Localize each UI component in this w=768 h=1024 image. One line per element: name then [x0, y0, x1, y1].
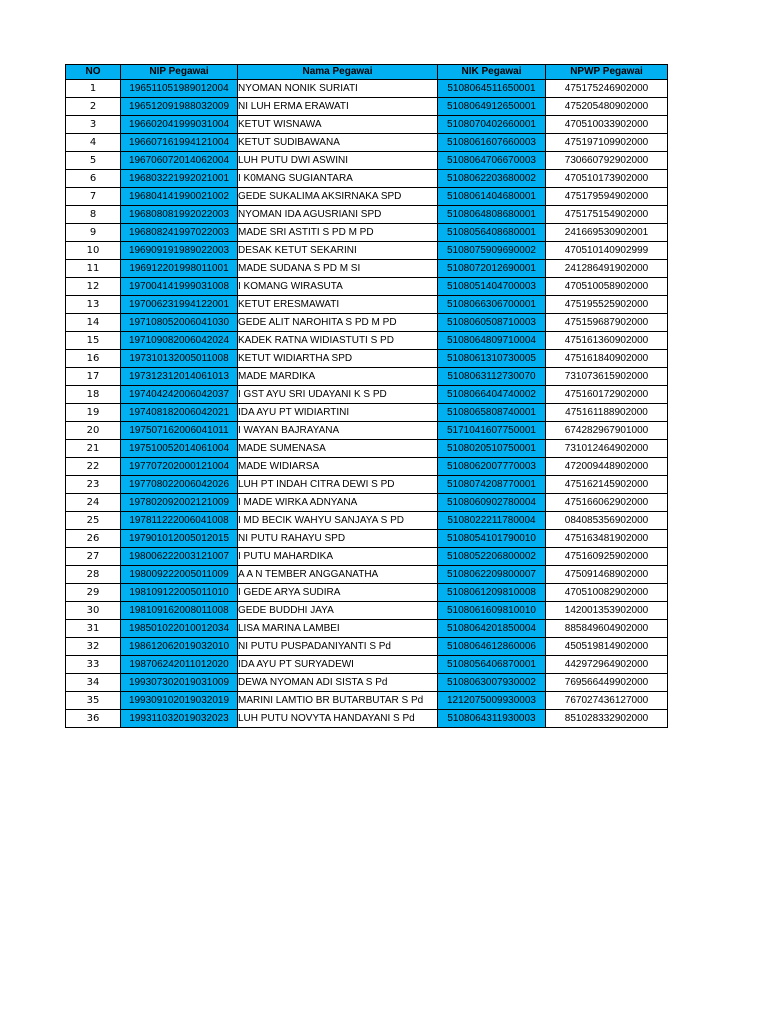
cell-nik: 5108064612860006: [438, 638, 546, 656]
cell-nik: 5108061404680001: [438, 188, 546, 206]
table-row: [66, 170, 668, 188]
cell-npwp: 769566449902000: [546, 674, 668, 692]
cell-no: 34: [66, 674, 121, 692]
cell-nip: 199311032019032023: [121, 710, 238, 728]
table-row: [66, 260, 668, 278]
cell-nip: 199309102019032019: [121, 692, 238, 710]
cell-nip: 196804141990021002: [121, 188, 238, 206]
cell-nama: DEWA NYOMAN ADI SISTA S Pd: [238, 674, 438, 692]
cell-no: 28: [66, 566, 121, 584]
cell-nip: 196512091988032009: [121, 98, 238, 116]
cell-nama: LUH PT INDAH CITRA DEWI S PD: [238, 476, 438, 494]
cell-no: 32: [66, 638, 121, 656]
cell-nip: 197901012005012015: [121, 530, 238, 548]
cell-no: 30: [66, 602, 121, 620]
cell-nama: I K0MANG SUGIANTARA: [238, 170, 438, 188]
table-body: [66, 80, 668, 728]
cell-nik: 5108064808680001: [438, 206, 546, 224]
cell-nik: 5108072012690001: [438, 260, 546, 278]
cell-nama: I WAYAN BAJRAYANA: [238, 422, 438, 440]
cell-nik: 5108056406870001: [438, 656, 546, 674]
cell-no: 21: [66, 440, 121, 458]
header-npwp: NPWP Pegawai: [546, 65, 668, 80]
cell-nip: 198109162008011008: [121, 602, 238, 620]
cell-no: 17: [66, 368, 121, 386]
cell-nik: 5108052206800002: [438, 548, 546, 566]
table-row: [66, 494, 668, 512]
cell-nik: 5108070402660001: [438, 116, 546, 134]
cell-nama: KETUT SUDIBAWANA: [238, 134, 438, 152]
employee-table: [65, 64, 668, 728]
cell-nik: 5108062007770003: [438, 458, 546, 476]
cell-no: 14: [66, 314, 121, 332]
cell-npwp: 475159687902000: [546, 314, 668, 332]
cell-nama: MADE WIDIARSA: [238, 458, 438, 476]
cell-no: 1: [66, 80, 121, 98]
cell-nip: 197310132005011008: [121, 350, 238, 368]
header-nik: NIK Pegawai: [438, 65, 546, 80]
cell-nip: 196808081992022003: [121, 206, 238, 224]
cell-nip: 198006222003121007: [121, 548, 238, 566]
cell-nik: 5108061607660003: [438, 134, 546, 152]
cell-no: 11: [66, 260, 121, 278]
cell-nip: 197404242006042037: [121, 386, 238, 404]
cell-nama: I MD BECIK WAHYU SANJAYA S PD: [238, 512, 438, 530]
header-nip: NIP Pegawai: [121, 65, 238, 80]
cell-nip: 198706242011012020: [121, 656, 238, 674]
table-row: [66, 584, 668, 602]
cell-nip: 196912201998011001: [121, 260, 238, 278]
cell-nip: 197408182006042021: [121, 404, 238, 422]
cell-no: 26: [66, 530, 121, 548]
cell-nama: KETUT ERESMAWATI: [238, 296, 438, 314]
table-header-row: [66, 65, 668, 80]
header-nama: Nama Pegawai: [238, 65, 438, 80]
cell-nip: 197109082006042024: [121, 332, 238, 350]
cell-npwp: 475166062902000: [546, 494, 668, 512]
cell-nama: KETUT WIDIARTHA SPD: [238, 350, 438, 368]
cell-nama: KETUT WISNAWA: [238, 116, 438, 134]
cell-nip: 196808241997022003: [121, 224, 238, 242]
cell-nama: IDA AYU PT WIDIARTINI: [238, 404, 438, 422]
table-row: [66, 116, 668, 134]
cell-nama: GEDE ALIT NAROHITA S PD M PD: [238, 314, 438, 332]
cell-npwp: 475205480902000: [546, 98, 668, 116]
cell-nik: 5108064809710004: [438, 332, 546, 350]
cell-nama: MADE SUDANA S PD M SI: [238, 260, 438, 278]
cell-no: 22: [66, 458, 121, 476]
cell-nik: 5108063112730070: [438, 368, 546, 386]
table-row: [66, 206, 668, 224]
cell-no: 23: [66, 476, 121, 494]
cell-nip: 196607161994121004: [121, 134, 238, 152]
cell-npwp: 470510140902999: [546, 242, 668, 260]
cell-nik: 5108063007930002: [438, 674, 546, 692]
cell-nip: 197507162006041011: [121, 422, 238, 440]
cell-nip: 196706072014062004: [121, 152, 238, 170]
cell-npwp: 475163481902000: [546, 530, 668, 548]
table-row: [66, 404, 668, 422]
cell-nik: 5108062203680002: [438, 170, 546, 188]
cell-nik: 5108060902780004: [438, 494, 546, 512]
cell-nik: 5108020510750001: [438, 440, 546, 458]
cell-nama: MARINI LAMTIO BR BUTARBUTAR S Pd: [238, 692, 438, 710]
cell-nip: 196511051989012004: [121, 80, 238, 98]
table-row: [66, 278, 668, 296]
cell-no: 31: [66, 620, 121, 638]
cell-nama: LUH PUTU DWI ASWINI: [238, 152, 438, 170]
cell-nip: 197004141999031008: [121, 278, 238, 296]
cell-npwp: 450519814902000: [546, 638, 668, 656]
cell-npwp: 475195525902000: [546, 296, 668, 314]
cell-npwp: 475091468902000: [546, 566, 668, 584]
table-row: [66, 458, 668, 476]
cell-npwp: 475160925902000: [546, 548, 668, 566]
table-row: [66, 368, 668, 386]
cell-nik: 5108066404740002: [438, 386, 546, 404]
cell-nama: A A N TEMBER ANGGANATHA: [238, 566, 438, 584]
cell-no: 10: [66, 242, 121, 260]
table-row: [66, 548, 668, 566]
cell-no: 18: [66, 386, 121, 404]
table-row: [66, 332, 668, 350]
cell-nik: 5108051404700003: [438, 278, 546, 296]
cell-npwp: 241286491902000: [546, 260, 668, 278]
cell-npwp: 475162145902000: [546, 476, 668, 494]
table-row: [66, 296, 668, 314]
table-row: [66, 134, 668, 152]
table-row: [66, 80, 668, 98]
cell-nama: NYOMAN IDA AGUSRIANI SPD: [238, 206, 438, 224]
table-row: [66, 242, 668, 260]
table-row: [66, 350, 668, 368]
cell-npwp: 442972964902000: [546, 656, 668, 674]
cell-nama: MADE MARDIKA: [238, 368, 438, 386]
cell-nama: LISA MARINA LAMBEI: [238, 620, 438, 638]
table-row: [66, 710, 668, 728]
cell-no: 3: [66, 116, 121, 134]
cell-no: 24: [66, 494, 121, 512]
cell-no: 19: [66, 404, 121, 422]
table-row: [66, 224, 668, 242]
cell-nama: GEDE BUDDHI JAYA: [238, 602, 438, 620]
cell-no: 9: [66, 224, 121, 242]
table-row: [66, 440, 668, 458]
cell-npwp: 470510033902000: [546, 116, 668, 134]
cell-npwp: 475175154902000: [546, 206, 668, 224]
cell-nik: 5108062209800007: [438, 566, 546, 584]
cell-no: 16: [66, 350, 121, 368]
cell-nama: GEDE SUKALIMA AKSIRNAKA SPD: [238, 188, 438, 206]
cell-npwp: 475161188902000: [546, 404, 668, 422]
cell-no: 15: [66, 332, 121, 350]
cell-nik: 5171041607750001: [438, 422, 546, 440]
table-row: [66, 692, 668, 710]
cell-npwp: 475175246902000: [546, 80, 668, 98]
cell-nip: 197708022006042026: [121, 476, 238, 494]
cell-nama: MADE SRI ASTITI S PD M PD: [238, 224, 438, 242]
cell-npwp: 475161840902000: [546, 350, 668, 368]
cell-no: 2: [66, 98, 121, 116]
table-row: [66, 188, 668, 206]
cell-nip: 198612062019032010: [121, 638, 238, 656]
cell-nama: MADE SUMENASA: [238, 440, 438, 458]
cell-npwp: 142001353902000: [546, 602, 668, 620]
cell-nama: DESAK KETUT SEKARINI: [238, 242, 438, 260]
cell-npwp: 475160172902000: [546, 386, 668, 404]
cell-nik: 5108064311930003: [438, 710, 546, 728]
cell-nik: 5108064706670003: [438, 152, 546, 170]
cell-nip: 196602041999031004: [121, 116, 238, 134]
cell-nama: NYOMAN NONIK SURIATI: [238, 80, 438, 98]
cell-nik: 5108060508710003: [438, 314, 546, 332]
cell-npwp: 084085356902000: [546, 512, 668, 530]
cell-nik: 5108061310730005: [438, 350, 546, 368]
cell-nama: I PUTU MAHARDIKA: [238, 548, 438, 566]
cell-nip: 197108052006041030: [121, 314, 238, 332]
cell-nip: 198009222005011009: [121, 566, 238, 584]
table-row: [66, 512, 668, 530]
cell-nama: I GST AYU SRI UDAYANI K S PD: [238, 386, 438, 404]
table-row: [66, 530, 668, 548]
cell-nik: 5108056408680001: [438, 224, 546, 242]
cell-npwp: 731012464902000: [546, 440, 668, 458]
cell-npwp: 767027436127000: [546, 692, 668, 710]
cell-no: 33: [66, 656, 121, 674]
cell-npwp: 851028332902000: [546, 710, 668, 728]
cell-nik: 5108075909690002: [438, 242, 546, 260]
cell-no: 4: [66, 134, 121, 152]
cell-no: 25: [66, 512, 121, 530]
cell-nip: 197811222006041008: [121, 512, 238, 530]
cell-nama: IDA AYU PT SURYADEWI: [238, 656, 438, 674]
cell-nama: NI LUH ERMA ERAWATI: [238, 98, 438, 116]
cell-npwp: 470510173902000: [546, 170, 668, 188]
cell-nip: 196909191989022003: [121, 242, 238, 260]
cell-no: 12: [66, 278, 121, 296]
cell-nik: 5108064201850004: [438, 620, 546, 638]
cell-no: 20: [66, 422, 121, 440]
table-row: [66, 422, 668, 440]
cell-no: 36: [66, 710, 121, 728]
table-row: [66, 638, 668, 656]
cell-nik: 5108064511650001: [438, 80, 546, 98]
cell-nip: 196803221992021001: [121, 170, 238, 188]
cell-no: 27: [66, 548, 121, 566]
cell-nik: 5108065808740001: [438, 404, 546, 422]
cell-npwp: 674282967901000: [546, 422, 668, 440]
cell-nik: 5108064912650001: [438, 98, 546, 116]
cell-npwp: 241669530902001: [546, 224, 668, 242]
table-row: [66, 98, 668, 116]
table-row: [66, 314, 668, 332]
cell-nik: 5108066306700001: [438, 296, 546, 314]
cell-nik: 1212075009930003: [438, 692, 546, 710]
cell-no: 35: [66, 692, 121, 710]
cell-npwp: 475179594902000: [546, 188, 668, 206]
cell-nama: I MADE WIRKA ADNYANA: [238, 494, 438, 512]
header-no: NO: [66, 65, 121, 80]
cell-npwp: 470510082902000: [546, 584, 668, 602]
cell-no: 5: [66, 152, 121, 170]
cell-nip: 199307302019031009: [121, 674, 238, 692]
table-row: [66, 656, 668, 674]
cell-npwp: 731073615902000: [546, 368, 668, 386]
cell-nama: I GEDE ARYA SUDIRA: [238, 584, 438, 602]
cell-nik: 5108061209810008: [438, 584, 546, 602]
cell-nama: KADEK RATNA WIDIASTUTI S PD: [238, 332, 438, 350]
cell-nama: NI PUTU RAHAYU SPD: [238, 530, 438, 548]
cell-nik: 5108054101790010: [438, 530, 546, 548]
cell-nip: 197006231994122001: [121, 296, 238, 314]
cell-npwp: 475197109902000: [546, 134, 668, 152]
table-row: [66, 476, 668, 494]
cell-nik: 5108074208770001: [438, 476, 546, 494]
table-row: [66, 674, 668, 692]
table-row: [66, 602, 668, 620]
table-row: [66, 620, 668, 638]
cell-nik: 5108061609810010: [438, 602, 546, 620]
cell-nip: 197707202000121004: [121, 458, 238, 476]
cell-npwp: 472009448902000: [546, 458, 668, 476]
cell-npwp: 885849604902000: [546, 620, 668, 638]
cell-nip: 197802092002121009: [121, 494, 238, 512]
table-row: [66, 152, 668, 170]
table-row: [66, 386, 668, 404]
table-row: [66, 566, 668, 584]
cell-nip: 198109122005011010: [121, 584, 238, 602]
cell-nama: NI PUTU PUSPADANIYANTI S Pd: [238, 638, 438, 656]
cell-nip: 198501022010012034: [121, 620, 238, 638]
cell-no: 29: [66, 584, 121, 602]
cell-npwp: 475161360902000: [546, 332, 668, 350]
cell-nama: I KOMANG WIRASUTA: [238, 278, 438, 296]
cell-no: 13: [66, 296, 121, 314]
cell-nip: 197312312014061013: [121, 368, 238, 386]
cell-no: 8: [66, 206, 121, 224]
cell-nik: 5108022211780004: [438, 512, 546, 530]
cell-no: 7: [66, 188, 121, 206]
cell-no: 6: [66, 170, 121, 188]
cell-nama: LUH PUTU NOVYTA HANDAYANI S Pd: [238, 710, 438, 728]
cell-npwp: 470510058902000: [546, 278, 668, 296]
cell-npwp: 730660792902000: [546, 152, 668, 170]
cell-nip: 197510052014061004: [121, 440, 238, 458]
